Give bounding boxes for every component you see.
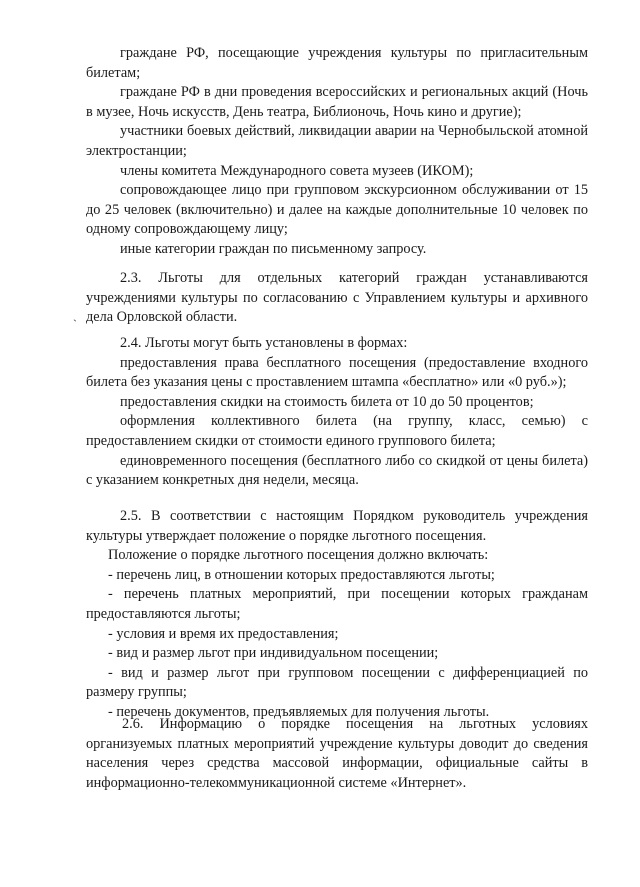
- list-item: - вид и размер льгот при индивидуальном посещении;: [108, 645, 439, 662]
- list-item: - перечень документов, предъявляемых для получения льготы.: [108, 703, 490, 720]
- beneficiary-list: [86, 44, 588, 260]
- section-2-5: [86, 507, 588, 723]
- list-item: единовременного посещения (бесплатного либо со скидкой от цены билета) с указанием конкретных дня недели, месяца.: [86, 452, 588, 489]
- list-item: - вид и размер льгот при групповом посещении с дифференциацией по размеру группы;: [86, 664, 588, 701]
- list-item: граждане РФ в дни проведения всероссийских и региональных акций (Ночь в музее, Ночь искусств, День театра, Библионочь, Ночь кино и другие);: [86, 84, 588, 120]
- list-item: предоставления скидки на стоимость билета от 10 до 50 процентов;: [120, 393, 534, 410]
- paragraph: 2.3. Льготы для отдельных категорий граждан устанавливаются учреждениями культуры по согласованию с Управлением культуры и архивного дела Орловской области.: [86, 270, 588, 326]
- paragraph: 2.5. В соответствии с настоящим Порядком руководитель учреждения культуры утверждает положение о порядке льготного посещения.: [86, 508, 588, 544]
- list-item: граждане РФ, посещающие учреждения культуры по пригласительным билетам;: [86, 45, 588, 81]
- list-item: - условия и время их предоставления;: [108, 625, 339, 642]
- paragraph: Положение о порядке льготного посещения должно включать:: [108, 547, 489, 564]
- list-item: предоставления права бесплатного посещения (предоставление входного билета без указания цены с проставлением штампа «бесплатно» или «0 руб.»);: [86, 354, 588, 391]
- list-item: сопровождающее лицо при групповом экскурсионном обслуживании от 15 до 25 человек (включительно) и далее на каждые дополнительные 10 человек по одному сопровождающему лицу;: [86, 182, 588, 238]
- section-2-4: [86, 334, 588, 491]
- paragraph: 2.6. Информацию о порядке посещения на льготных условиях организуемых платных мероприятий учреждение культуры доводит до сведения населения через средства массовой информации, официальные сайты в информационно-телекоммуникационной системе «Интернет».: [86, 716, 588, 791]
- list-item: - перечень лиц, в отношении которых предоставляются льготы;: [108, 566, 495, 583]
- list-item: оформления коллективного билета (на группу, класс, семью) с предоставлением скидки от стоимости единого группового билета;: [86, 413, 588, 449]
- list-item: - перечень платных мероприятий, при посещении которых гражданам предоставляются льготы;: [86, 586, 588, 622]
- list-item: члены комитета Международного совета музеев (ИКОМ);: [120, 162, 474, 179]
- scan-mark: ˏ: [73, 308, 77, 322]
- section-2-6: [86, 715, 588, 793]
- section-heading: 2.4. Льготы могут быть установлены в формах:: [120, 335, 408, 351]
- list-item: участники боевых действий, ликвидации аварии на Чернобыльской атомной электростанции;: [86, 123, 588, 159]
- section-2-3: [86, 269, 588, 328]
- list-item: иные категории граждан по письменному запросу.: [120, 240, 427, 257]
